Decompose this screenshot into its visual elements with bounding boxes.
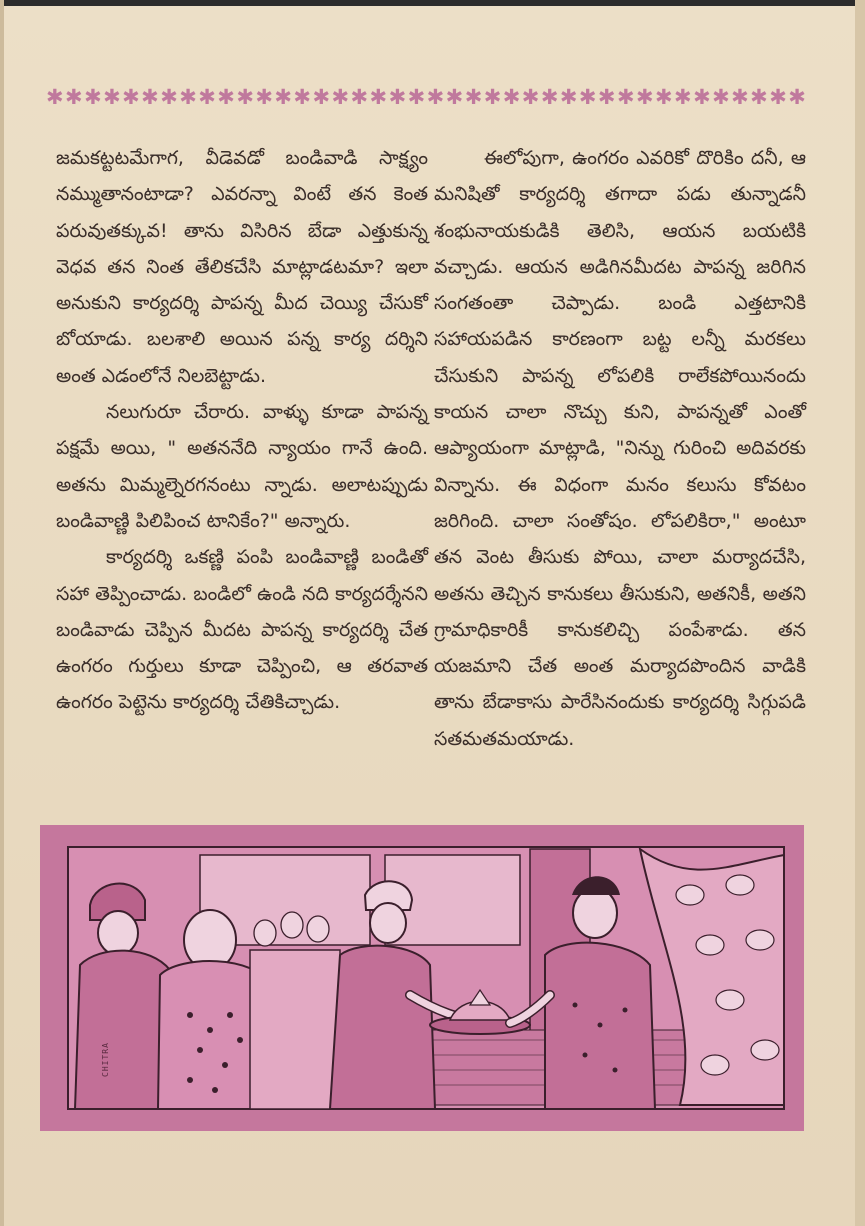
ornament-star-icon: ✱ — [616, 85, 635, 109]
ornament-star-icon: ✱ — [559, 85, 578, 109]
ornament-star-icon: ✱ — [407, 85, 426, 109]
ornament-star-icon: ✱ — [693, 85, 711, 109]
right-edge — [855, 0, 865, 1226]
text-column-left — [56, 140, 428, 721]
ornament-star-icon: ✱ — [655, 85, 673, 109]
paragraph: ఈలోపుగా, ఉంగరం ఎవరికో దొరికిం దనీ, ఆ మనిషితో కార్యదర్శి తగాదా పడు తున్నాడనీ శంభునాయకుడికి తెలిసి, ఆయన బయటికి వచ్చాడు. ఆయన అడిగినమీదట పాపన్న జరిగిన సంగతంతా చెప్పాడు. బండి ఎత్తటానికి సహాయపడిన కారణంగా బట్ట లన్నీ మరకలు చేసుకుని పాపన్న లోపలికి రాలేకపోయినందు కాయన చాలా నొచ్చు కుని, పాపన్నతో ఎంతో ఆప్యాయంగా మాట్లాడి, "నిన్ను గురించి అదివరకు విన్నాను. ఈ విధంగా మనం కలుసు కోవటం జరిగింది. చాలా సంతోషం. లోపలికిరా," అంటూ తన వెంట తీసుకు పోయి, చాలా మర్యాదచేసి, అతను తెచ్చిన కానుకలు తీసుకుని, అతనికీ, అతని గ్రామాధికారికీ కానుకలిచ్చి పంపేశాడు. తన యజమాని చేత అంత మర్యాదపొందిన వాడికి తాను బేడాకాసు పారేసినందుకు కార్యదర్శి సిగ్గుపడి సతమతమయాడు. — [434, 147, 806, 750]
ornament-star-icon: ✱ — [578, 85, 597, 109]
ornament-star-icon: ✱ — [198, 85, 216, 109]
ornament-star-icon: ✱ — [521, 85, 540, 109]
top-edge — [0, 0, 865, 6]
ornament-star-icon: ✱ — [445, 85, 464, 109]
text-column-right — [434, 140, 806, 757]
ornament-star-icon: ✱ — [179, 85, 197, 109]
ornament-star-icon: ✱ — [274, 85, 292, 109]
ornament-star-icon: ✱ — [540, 85, 559, 109]
ornament-star-icon: ✱ — [731, 85, 749, 109]
ornament-star-icon: ✱ — [597, 85, 616, 109]
ornament-star-icon: ✱ — [426, 85, 445, 109]
story-illustration — [40, 825, 804, 1131]
ornament-star-icon: ✱ — [331, 85, 350, 109]
ornament-star-icon: ✱ — [236, 85, 254, 109]
ornament-star-icon: ✱ — [788, 85, 806, 109]
ornament-star-icon: ✱ — [141, 85, 159, 109]
ornament-star-icon: ✱ — [483, 85, 502, 109]
ornament-star-icon: ✱ — [750, 85, 768, 109]
ornament-star-icon: ✱ — [388, 85, 407, 109]
paragraph: కార్యదర్శి ఒకణ్ణి పంపి బండివాణ్ణి బండితో సహా తెప్పించాడు. బండిలో ఉండి నది కార్యదర్శేనని బండివాడు చెప్పిన మీదట పాపన్న కార్యదర్శి చేత ఉంగరం గుర్తులు కూడా చెప్పించి, ఆ తరవాత ఉంగరం పెట్టెను కార్యదర్శి చేతికిచ్చాడు. — [56, 546, 428, 714]
ornament-star-icon: ✱ — [369, 85, 388, 109]
paragraph: జమకట్టటమేగాగ, వీడెవడో బండివాడి సాక్ష్యం నమ్ముతానంటాడా? ఎవరన్నా వింటే తన కెంత పరువుతక్కువ! తాను విసిరిన బేడా ఎత్తుకున్న వెధవ తన నింత తేలికచేసి మాట్లాడటమా? ఇలా అనుకుని కార్యదర్శి పాపన్న మీద చెయ్యి చేసుకో బోయాడు. బలశాలి అయిన పన్న కార్య దర్శిని అంత ఎడంలోనే నిలబెట్టాడు. — [56, 147, 428, 387]
ornament-star-icon: ✱ — [255, 85, 273, 109]
ornament-star-icon: ✱ — [65, 85, 83, 109]
ornament-star-icon: ✱ — [674, 85, 692, 109]
ornament-star-icon: ✱ — [312, 85, 331, 109]
ornament-star-icon: ✱ — [502, 85, 521, 109]
ornament-star-icon: ✱ — [350, 85, 369, 109]
ornament-star-icon: ✱ — [84, 85, 102, 109]
ornament-star-icon: ✱ — [769, 85, 787, 109]
ornament-star-icon: ✱ — [464, 85, 483, 109]
ornament-border — [46, 86, 806, 108]
ornament-star-icon: ✱ — [122, 85, 140, 109]
artist-signature: CHITRA — [100, 1042, 110, 1077]
ornament-star-icon: ✱ — [217, 85, 235, 109]
ornament-star-icon: ✱ — [103, 85, 121, 109]
illustration-drawing — [40, 825, 804, 1131]
ornament-star-icon: ✱ — [293, 85, 312, 109]
ornament-star-icon: ✱ — [46, 85, 64, 109]
ornament-star-icon: ✱ — [712, 85, 730, 109]
paragraph: నలుగురూ చేరారు. వాళ్ళు కూడా పాపన్న పక్షమే అయి, " అతననేది న్యాయం గానే ఉంది. అతను మిమ్మల్నెరగనంటు న్నాడు. అలాటప్పుడు బండివాణ్ణి పిలిపించ టానికేం?" అన్నారు. — [56, 401, 428, 532]
ornament-star-icon: ✱ — [160, 85, 178, 109]
ornament-star-icon: ✱ — [635, 85, 654, 109]
left-edge — [0, 0, 4, 1226]
